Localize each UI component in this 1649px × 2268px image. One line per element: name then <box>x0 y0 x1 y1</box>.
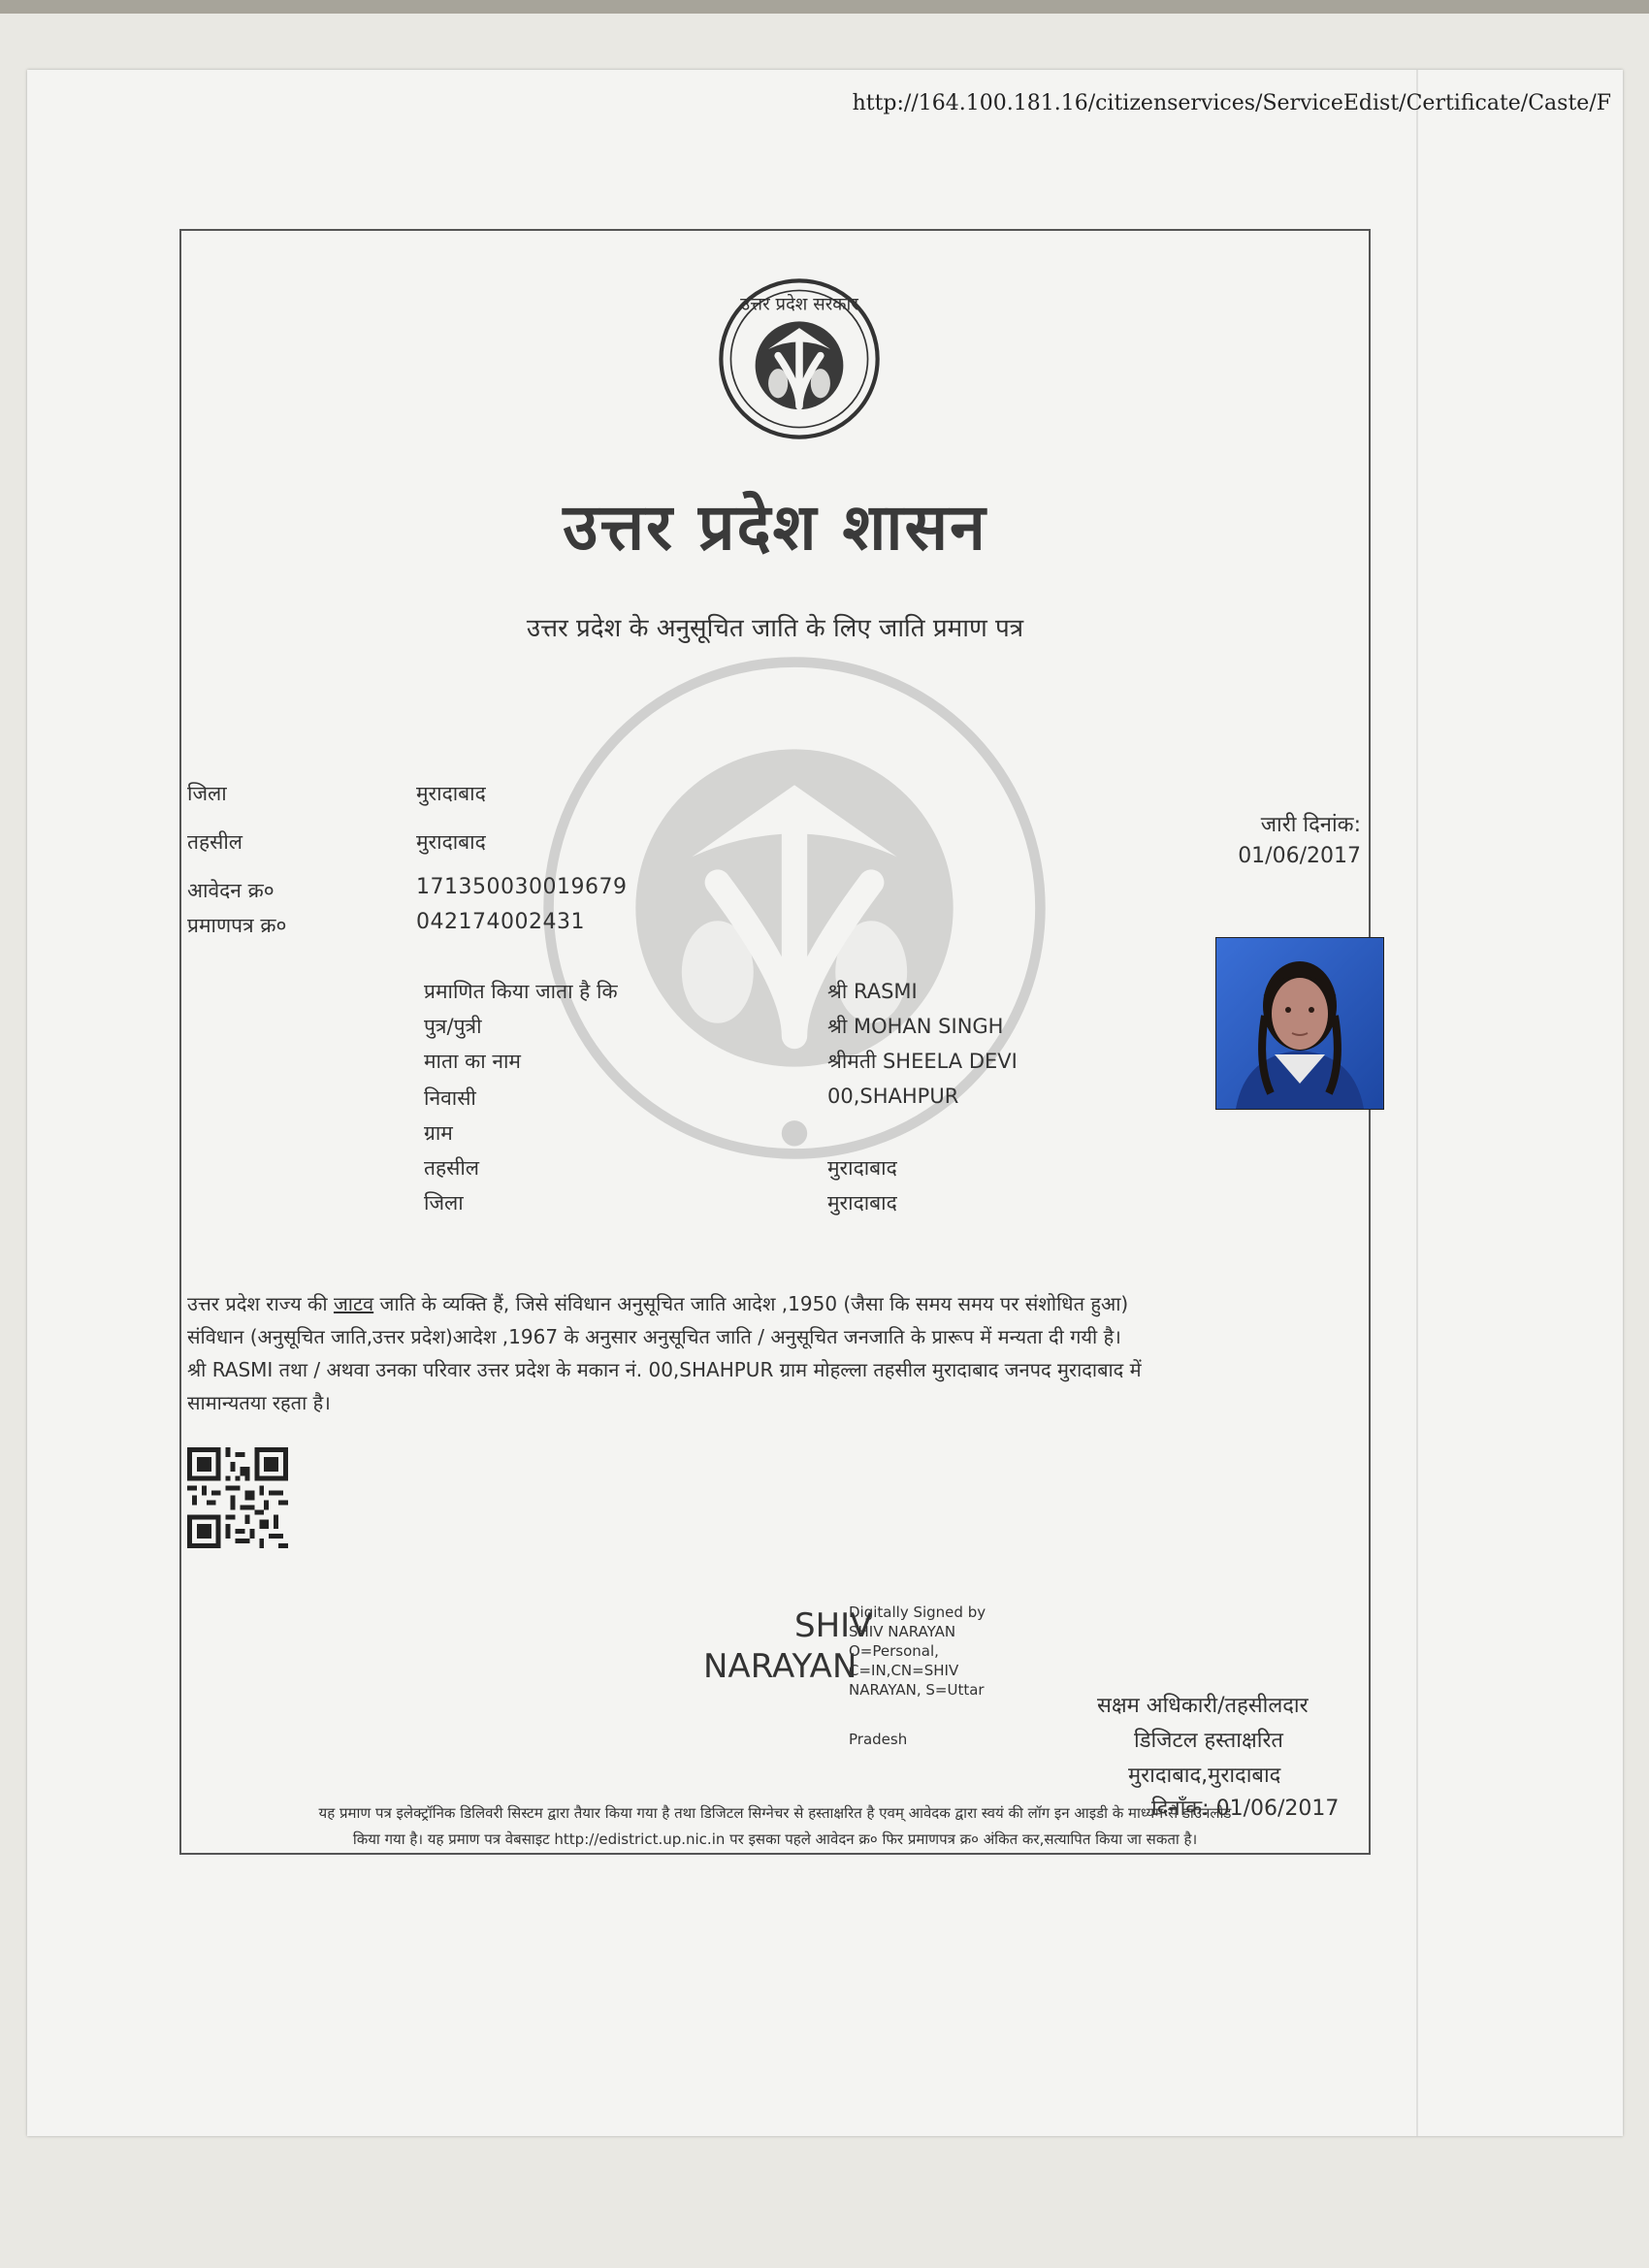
footer-line-2: किया गया है। यह प्रमाण पत्र वेबसाइट http://edistrict.up.nic.in पर इसका पहले आवेदन क्र० फिर प्रमाणपत्र क्र० अंकित कर,सत्यापित किया जा सकता है। <box>352 1831 1198 1848</box>
district-value: मुरादाबाद <box>416 782 486 805</box>
certificate-number-value: 042174002431 <box>416 910 585 934</box>
verification-footer <box>181 1800 1369 1853</box>
signer-name-line-1: SHIV <box>794 1606 873 1645</box>
detail-value-father: श्री MOHAN SINGH <box>827 1015 1004 1038</box>
certificate-frame <box>179 229 1371 1855</box>
body-line-3: श्री RASMI तथा / अथवा उनका परिवार उत्तर प्रदेश के मकान नं. 00,SHAHPUR ग्राम मोहल्ला तहसील मुरादाबाद जनपद मुरादाबाद में <box>187 1358 1142 1381</box>
district-label: जिला <box>187 782 227 805</box>
detail-label-certified: प्रमाणित किया जाता है कि <box>424 980 618 1003</box>
application-number-label: आवेदन क्र० <box>187 879 275 902</box>
tehsil-value: मुरादाबाद <box>416 830 486 854</box>
sig-note-state: Pradesh <box>849 1731 908 1748</box>
issue-date-value: 01/06/2017 <box>1238 844 1361 868</box>
body-line-2: संविधान (अनुसूचित जाति,उत्तर प्रदेश)आदेश ,1967 के अनुसार अनुसूचित जाति / अनुसूचित जनजाति के प्रारूप में मन्यता दी गयी है। <box>187 1325 1121 1348</box>
qr-code-icon <box>187 1447 288 1548</box>
detail-label-resident: निवासी <box>424 1086 476 1110</box>
page-title: उत्तर प्रदेश शासन <box>563 489 987 565</box>
body-line-4: सामान्यतया रहता है। <box>187 1391 331 1414</box>
detail-value-name: श्री RASMI <box>827 980 918 1003</box>
footer-line-1: यह प्रमाण पत्र इलेक्ट्रॉनिक डिलिवरी सिस्टम द्वारा तैयार किया गया है तथा डिजिटल सिग्नेचर से हस्ताक्षरित है एवम् आवेदक द्वारा स्वयं की लॉग इन आइडी के माध्यम से डाउनलोड <box>318 1804 1232 1822</box>
caste-name: जाटव <box>333 1292 374 1315</box>
laminate-sheet <box>0 14 1649 2268</box>
sig-note-line-2: SHIV NARAYAN <box>849 1623 956 1640</box>
detail-label-village: ग्राम <box>424 1121 453 1145</box>
applicant-photo <box>1215 937 1384 1110</box>
detail-value-tehsil: मुरादाबाद <box>827 1156 897 1180</box>
application-number-value: 171350030019679 <box>416 875 628 899</box>
up-government-emblem-icon <box>718 277 881 440</box>
certificate-paper <box>27 70 1623 2136</box>
detail-label-tehsil: तहसील <box>424 1156 479 1180</box>
sig-note-line-5: NARAYAN, S=Uttar <box>849 1681 985 1699</box>
digital-signature-note <box>849 1603 1014 1700</box>
officer-designation: सक्षम अधिकारी/तहसीलदार <box>1097 1694 1309 1718</box>
detail-value-mother: श्रीमती SHEELA DEVI <box>827 1050 1018 1073</box>
officer-signed: डिजिटल हस्ताक्षरित <box>1134 1729 1283 1753</box>
body-line-1-end: जाति के व्यक्ति हैं, जिसे संविधान अनुसूचित जाति आदेश ,1950 (जैसा कि समय समय पर संशोधित हुआ) <box>373 1292 1129 1315</box>
paper-fold-line <box>1416 70 1418 2136</box>
emblem-text: उत्तर प्रदेश सरकार <box>740 294 858 315</box>
detail-value-resident: 00,SHAHPUR <box>827 1085 959 1108</box>
officer-date: दिनाँक: 01/06/2017 <box>1151 1797 1340 1821</box>
detail-label-son-daughter: पुत्र/पुत्री <box>424 1015 482 1038</box>
certificate-subtitle: उत्तर प्रदेश के अनुसूचित जाति के लिए जाति प्रमाण पत्र <box>526 614 1024 643</box>
body-line-1-start: उत्तर प्रदेश राज्य की <box>187 1292 334 1315</box>
source-url: http://164.100.181.16/citizenservices/ServiceEdist/Certificate/Caste/F <box>852 91 1611 115</box>
sig-note-line-1: Digitally Signed by <box>849 1604 986 1621</box>
sig-note-line-4: C=IN,CN=SHIV <box>849 1662 959 1679</box>
body-line-1 <box>187 1287 1361 1320</box>
signer-name-line-2: NARAYAN <box>703 1647 857 1686</box>
detail-value-district: मुरादाबाद <box>827 1191 897 1215</box>
tehsil-label: तहसील <box>187 830 242 854</box>
sig-note-line-3: O=Personal, <box>849 1642 939 1660</box>
certificate-body <box>187 1287 1361 1419</box>
detail-label-mother: माता का नाम <box>424 1050 521 1073</box>
issue-date-label: जारी दिनांक: <box>1260 813 1361 837</box>
officer-place: मुरादाबाद,मुरादाबाद <box>1128 1764 1281 1788</box>
watermark-emblem-icon <box>538 652 1051 1164</box>
certificate-number-label: प्रमाणपत्र क्र० <box>187 914 287 937</box>
detail-label-district: जिला <box>424 1191 464 1215</box>
